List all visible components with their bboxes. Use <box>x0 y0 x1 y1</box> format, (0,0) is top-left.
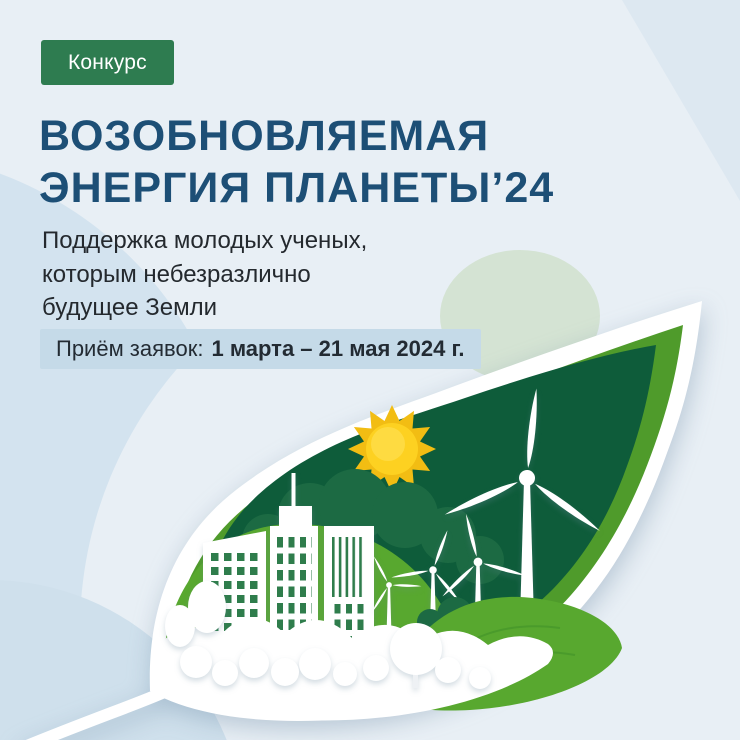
subtitle: Поддержка молодых ученых, которым небезразлично будущее Земли <box>42 227 368 322</box>
title-line-2: ЭНЕРГИЯ ПЛАНЕТЫ’24 <box>39 164 555 213</box>
contest-badge: Конкурс <box>41 40 174 85</box>
deadline-dates: 1 марта – 21 мая 2024 г. <box>211 336 465 361</box>
title-line-1: ВОЗОБНОВЛЯЕМАЯ <box>39 112 490 160</box>
deadline-prefix: Приём заявок: <box>56 336 204 361</box>
